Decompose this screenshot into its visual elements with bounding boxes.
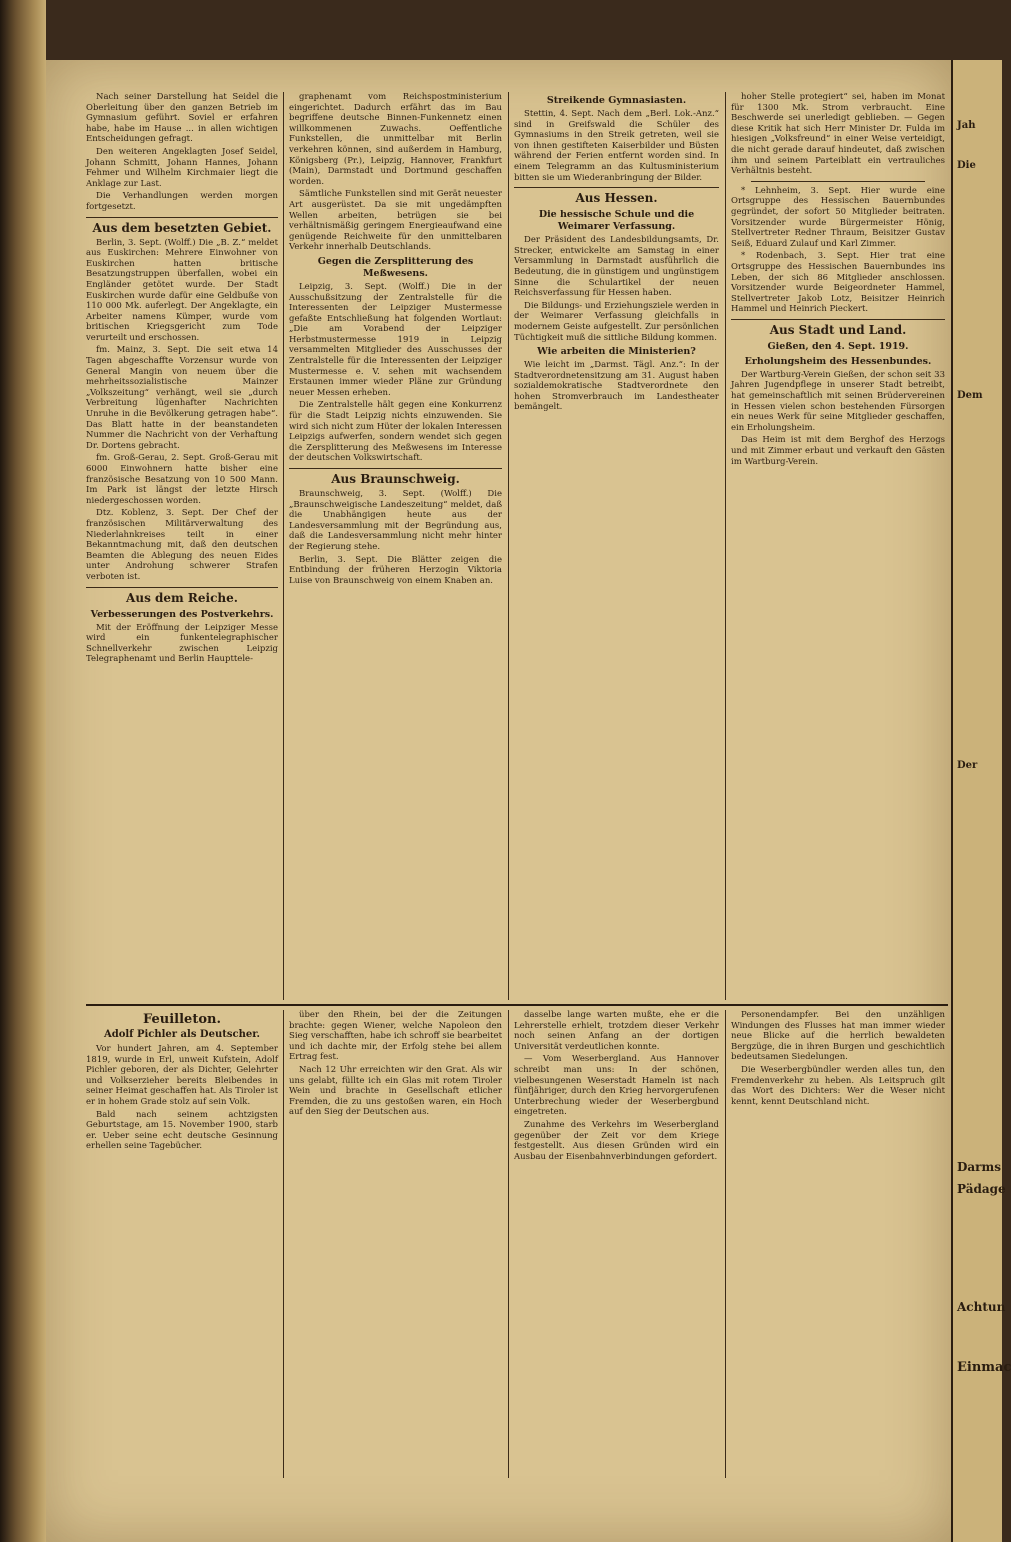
section-subheading: Streikende Gymnasiasten. [546, 95, 687, 106]
article-paragraph: Leipzig, 3. Sept. (Wolff.) Die in der Ausschußsitzung der Zentralstelle für die Interessenten der Leipziger Mustermesse gefaßte Entschließung hat folgenden Wortlaut: „Die am Vorabend der Leipziger Herbstmustermesse 1919 in Leipzig versammelten Mitglieder des Ausschusses der Zentralstelle für die Interessenten der Leipziger Mustermesse e. V. sehen mit wachsendem Erstaunen immer wieder Pläne zur Gründung neuer Messen erheben. [289, 281, 502, 398]
article-paragraph: Stettin, 4. Sept. Nach dem „Berl. Lok.-Anz.“ sind in Greifswald die Schüler des Gymnasiums in den Streik getreten, weil sie von ihnen gestifteten Kaiserbilder und Büsten während der Ferien entfernt worden sind. In einem Telegramm an das Kultusministerium bitten sie um Wiederanbringung der Bilder. [514, 109, 719, 183]
section-heading: Aus dem Reiche. [86, 587, 278, 606]
article-paragraph: Nach seiner Darstellung hat Seidel die Oberleitung über den ganzen Betrieb im Gymnasium geführt. Soviel er erfahren habe, habe im Hause ... in allen wichtigen Entscheidungen gefragt. [86, 92, 278, 145]
feuilleton-subtitle: Adolf Pichler als Deutscher. [103, 1029, 261, 1040]
article-closing: Die Verhandlungen werden morgen fortgesetzt. [86, 191, 278, 212]
section-subheading: Gegen die Zersplitterung des Meßwesens. [317, 255, 474, 279]
feuilleton-title: Feuilleton. [143, 1012, 221, 1027]
binding-edge [0, 0, 46, 1542]
edge-fragment: Die [957, 160, 976, 171]
feuilleton-column-3 [514, 1010, 719, 1480]
feuilleton-column-1 [86, 1010, 278, 1480]
section-subheading: Verbesserungen des Postverkehrs. [90, 608, 274, 620]
article-paragraph: Der Wartburg-Verein Gießen, der schon seit 33 Jahren Jugendpflege in unserer Stadt betreibt, hat gemeinschaftlich mit seinen Brüdervereinen in Hessen vielen schon bestehenden Fürsorgen ein neues Werk für seine Mitglieder geschaffen, ein Erholungsheim. [731, 369, 945, 433]
column-3 [514, 92, 719, 1002]
column-rule [725, 92, 726, 1000]
edge-fragment: Pädage [957, 1182, 1006, 1196]
article-paragraph: Berlin, 3. Sept. Die Blätter zeigen die Entbindung der früheren Herzogin Viktoria Luise von Braunschweig von einem Knaben an. [289, 554, 502, 586]
edge-fragment: Dem [957, 390, 983, 401]
column-2 [289, 92, 502, 1002]
feuilleton-paragraph: über den Rhein, bei der die Zeitungen brachte: gegen Wiener, welche Napoleon den Sieg verschafften, habe ich schroff sie bearbeitet und ich dachte mir, der Erfolg stehe bei allem Ertrag fest. [289, 1010, 502, 1063]
column-rule [283, 92, 284, 1000]
feuilleton-paragraph: Bald nach seinem achtzigsten Geburtstage, am 15. November 1900, starb er. Ueber seine echt deutsche Gesinnung erhellen seine Tagebücher. [86, 1109, 278, 1152]
article-paragraph: Dtz. Koblenz, 3. Sept. Der Chef der französischen Militärverwaltung des Niederlahnkreises teilt in einer Bekanntmachung mit, daß den deutschen Beamten die Ablegung des neuen Eides unter Androhung schwerer Strafen verboten ist. [86, 508, 278, 582]
article-paragraph: fm. Groß-Gerau, 2. Sept. Groß-Gerau mit 6000 Einwohnern hatte bisher eine französische Besatzung von 10 500 Mann. Im Park ist längst der letzte Hirsch niedergeschossen worden. [86, 453, 278, 506]
column-rule [725, 1010, 726, 1478]
feuilleton-paragraph: — Vom Weserbergland. Aus Hannover schreibt man uns: In der schönen, vielbesungenen Weserstadt Hameln ist nach fünfjähriger, durch den Krieg hervorgerufenen Unterbrechung wieder der Weserbergbund eingetreten. [514, 1054, 719, 1118]
feuilleton-paragraph: Zunahme des Verkehrs im Weserbergland gegenüber der Zeit vor dem Kriege festgestellt. Aus diesen Gründen wird ein Ausbau der Eisenbahnverbindungen gefordert. [514, 1119, 719, 1162]
section-subheading: Die hessische Schule und die Weimarer Verfassung. [538, 209, 695, 233]
article-paragraph: Die Zentralstelle hält gegen eine Konkurrenz für die Stadt Leipzig nichts einzuwenden. Sie wird sich nicht zum Hüter der lokalen Interessen Leipzigs aufwerfen, sondern wendet sich gegen die Zersplitterung des Meßwesens im Interesse der deutschen Volkswirtschaft. [289, 400, 502, 464]
edge-fragment: Jah [957, 120, 976, 131]
column-rule [508, 1010, 509, 1478]
section-divider [751, 181, 925, 182]
article-paragraph: Den weiteren Angeklagten Josef Seidel, Johann Schmitt, Johann Hannes, Johann Fehmer und Wilhelm Kirchmaier liegt die Anklage zur Last. [86, 146, 278, 189]
edge-fragment: Einmac [957, 1360, 1011, 1375]
article-paragraph: Die Bildungs- und Erziehungsziele werden in der Weimarer Verfassung gleichfalls in modernem Geiste aufgestellt. Zur persönlichen Tüchtigkeit muß die sittliche Bildung kommen. [514, 300, 719, 343]
article-paragraph: Berlin, 3. Sept. (Wolff.) Die „B. Z.“ meldet aus Euskirchen: Mehrere Einwohner von Euskirchen hatten britische Besatzungstruppen überfallen, wobei ein Engländer getötet wurde. Der Stadt Euskirchen wurde dafür eine Geldbuße von 110 000 Mk. auferlegt. Der Angeklagte, ein Arbeiter namens Kümper, wurde vom britischen Kriegsgericht zum Tode verurteilt und erschossen. [86, 237, 278, 343]
feuilleton-divider [86, 1004, 948, 1006]
feuilleton-paragraph: Vor hundert Jahren, am 4. September 1819, wurde in Erl, unweit Kufstein, Adolf Pichler geboren, der als Dichter, Gelehrter und Volkserzieher bereits Bleibendes in seiner Heimat geschaffen hat. Als Tiroler ist er in hohem Grade stolz auf sein Volk. [86, 1044, 278, 1107]
column-4 [731, 92, 945, 1002]
article-paragraph: Wie leicht im „Darmst. Tägl. Anz.“: In der Stadtverordnetensitzung am 31. August haben sozialdemokratische Stadtverordnete den hohen Stromverbrauch im Landestheater bemängelt. [514, 360, 719, 413]
article-paragraph: Das Heim ist mit dem Berghof des Herzogs und mit Zimmer erbaut und verkauft den Gästen im Wartburg-Verein. [731, 435, 945, 467]
column-rule [508, 92, 509, 1000]
feuilleton-paragraph: Nach 12 Uhr erreichten wir den Grat. Als wir uns gelabt, füllte ich ein Glas mit rotem Tiroler Wein und brachte in Gesellschaft etlicher Fremden, die zu uns gestoßen waren, ein Hoch auf den Sieg der Deutschen aus. [289, 1064, 502, 1118]
article-paragraph: * Lehnheim, 3. Sept. Hier wurde eine Ortsgruppe des Hessischen Bauernbundes gegründet, der sofort 50 Mitglieder beitraten. Vorsitzender wurde Bürgermeister Hönig, Stellvertreter Redner Thraum, Beisitzer Gustav Seiß, Eduard Zulauf und Karl Zimmer. [731, 185, 945, 249]
section-heading: Aus Braunschweig. [289, 468, 502, 487]
section-subheading: Wie arbeiten die Ministerien? [537, 346, 696, 358]
section-subheading: Erholungsheim des Hessenbundes. [744, 355, 932, 367]
section-heading: Aus Stadt und Land. [731, 319, 945, 338]
feuilleton-paragraph: Personendampfer. Bei den unzähligen Windungen des Flusses hat man immer wieder neue Blicke auf die herrlich bewaldeten Bergzüge, die in ihren Burgen und geschichtlich bedeutsamen Siedelungen. [731, 1010, 945, 1063]
column-1 [86, 92, 278, 1002]
adjacent-page-strip [951, 60, 1011, 1542]
feuilleton-paragraph: dasselbe lange warten mußte, ehe er die Lehrerstelle erhielt, trotzdem dieser Verkehr noch seinen Anfang an der dortigen Universität verdeutlichen konnte. [514, 1010, 719, 1052]
section-heading: Aus dem besetzten Gebiet. [86, 217, 278, 236]
article-paragraph: hoher Stelle protegiert“ sei, haben im Monat für 1300 Mk. Strom verbraucht. Eine Beschwerde sei unerledigt geblieben. — Gegen diese Kritik hat sich Herr Minister Dr. Fulda im hiesigen „Volksfreund“ in einer Weise verteidigt, die nicht gerade darauf hindeutet, daß zwischen ihm und seinem Parteiblatt ein vertrauliches Verhältnis besteht. [731, 92, 945, 177]
feuilleton-paragraph: Die Weserbergbündler werden alles tun, den Fremdenverkehr zu heben. Als Leitspruch gilt das Wort des Dichters: Wer die Weser nicht kennt, kennt Deutschland nicht. [731, 1064, 945, 1107]
dateline: Gießen, den 4. Sept. 1919. [767, 340, 909, 352]
article-paragraph: Braunschweig, 3. Sept. (Wolff.) Die „Braunschweigische Landeszeitung“ meldet, daß die Unabhängigen heute aus der Landesversammlung mit der Begründung aus, daß die Landesversammlung nicht mehr hinter der Regierung stehe. [289, 489, 502, 552]
edge-fragment: Darms [957, 1160, 1001, 1174]
article-paragraph: * Rodenbach, 3. Sept. Hier trat eine Ortsgruppe des Hessischen Bauernbundes ins Leben, der sich 86 Mitglieder anschlossen. Vorsitzender wurde Beigeordneter Hammel, Stellvertreter Jakob Lotz, Beisitzer Heinrich Hammel und Heinrich Pieckert. [731, 251, 945, 315]
article-paragraph: Mit der Eröffnung der Leipziger Messe wird ein funkentelegraphischer Schnellverkehr zwischen Leipzig Telegraphenamt und Berlin Haupttele- [86, 622, 278, 665]
article-paragraph: Sämtliche Funkstellen sind mit Gerät neuester Art ausgerüstet. Da sie mit ungedämpften Wellen arbeiten, betrügen sie bei verhältnismäßig geringem Energieaufwand eine genügende Reichweite für den unmittelbaren Verkehr innerhalb Deutschlands. [289, 189, 502, 253]
feuilleton-column-2 [289, 1010, 502, 1480]
column-rule [283, 1010, 284, 1478]
edge-fragment: Der [957, 760, 978, 771]
edge-fragment: Achtun [957, 1300, 1006, 1314]
feuilleton-column-4 [731, 1010, 945, 1480]
section-heading: Aus Hessen. [514, 187, 719, 206]
article-paragraph: fm. Mainz, 3. Sept. Die seit etwa 14 Tagen abgeschaffte Vorzensur wurde von General Mangin von neuem über die mehrheitssozialistische Mainzer „Volkszeitung“ verhängt, weil sie „durch Verbreitung lügenhafter Nachrichten Unruhe in die Bevölkerung getragen habe“. Das Blatt hatte in der beanstandeten Nummer die Nachricht von der Verhaftung Dr. Dortens gebracht. [86, 345, 278, 451]
article-paragraph: graphenamt vom Reichspostministerium eingerichtet. Dadurch erfährt das im Bau begriffene deutsche Binnen-Funkennetz einen willkommenen Zuwachs. Oeffentliche Funkstellen, die unmittelbar mit Berlin verkehren können, sind außerdem in Hamburg, Königsberg (Pr.), Leipzig, Hannover, Frankfurt (Main), Darmstadt und Dortmund geschaffen worden. [289, 92, 502, 187]
article-paragraph: Der Präsident des Landesbildungsamts, Dr. Strecker, entwickelte am Samstag in einer Versammlung in Darmstadt ausführlich die Bedeutung, die in günstigem und ungünstigem Sinne die Schulartikel der neuen Reichsverfassung für Hessen haben. [514, 235, 719, 299]
